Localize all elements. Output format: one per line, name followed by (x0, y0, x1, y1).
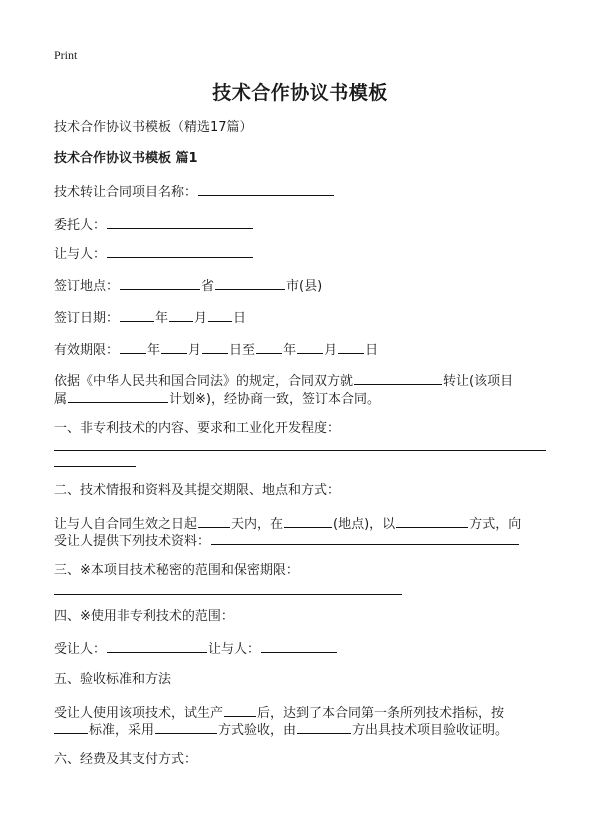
document-subtitle: 技术合作协议书模板（精选17篇） (54, 120, 253, 135)
clause1-fill-line-2 (54, 466, 136, 467)
month-label: 月 (194, 311, 208, 326)
year-blank (120, 308, 154, 322)
days-blank (198, 514, 230, 528)
issuer-blank (297, 720, 351, 734)
project-name-label: 技术转让合同项目名称： (54, 185, 198, 200)
basis-part3: 属 (54, 392, 68, 407)
materials-blank (211, 531, 519, 545)
c2-d: 方式，向 (469, 517, 522, 532)
transferor-blank (107, 244, 253, 258)
acceptance-method-blank (155, 720, 217, 734)
basis-plan-blank (68, 389, 168, 403)
vp-day1-blank (202, 340, 228, 354)
c4-a: 受让人： (54, 642, 107, 657)
basis-part2: 转让(该项目 (443, 374, 514, 389)
clause-1: 一、非专利技术的内容、要求和工业化开发程度： (54, 421, 341, 436)
c5-d: 方式验收，由 (218, 723, 297, 738)
vp-month1-label: 月 (188, 343, 202, 358)
c2-a: 让与人自合同生效之日起 (54, 517, 198, 532)
sign-date-label: 签订日期： (54, 311, 120, 326)
valid-period-line (54, 340, 378, 360)
clause-3: 三、※本项目技术秘密的范围和保密期限： (54, 563, 299, 578)
c2-b: 天内，在 (231, 517, 284, 532)
basis-part4: 计划※)，经协商一致，签订本合同。 (169, 392, 380, 407)
month-blank (169, 308, 193, 322)
c5-a: 受让人使用该项技术，试生产 (54, 706, 224, 721)
basis-line-1 (54, 371, 513, 391)
basis-part1: 依据《中华人民共和国合同法》的规定，合同双方就 (54, 374, 354, 389)
year-label: 年 (155, 311, 169, 326)
place-blank (284, 514, 332, 528)
document-title: 技术合作协议书模板 (212, 82, 388, 104)
c5-c: 标准，采用 (89, 723, 155, 738)
project-name-line (54, 182, 335, 202)
clause2-line-2 (54, 531, 520, 551)
c2-c: (地点)，以 (333, 517, 396, 532)
vp-year1-blank (120, 340, 146, 354)
method-blank (396, 514, 468, 528)
basis-line-2 (54, 389, 380, 409)
day-blank (208, 308, 232, 322)
basis-tech-blank (354, 371, 442, 385)
sign-date-line (54, 308, 246, 328)
client-label: 委托人： (54, 218, 107, 233)
c5-e: 方出具技术项目验收证明。 (352, 723, 509, 738)
vp-month2-label: 月 (324, 343, 338, 358)
province-label: 省 (201, 279, 215, 294)
c5-b: 后，达到了本合同第一条所列技术指标，按 (257, 706, 505, 721)
c2-e: 受让人提供下列技术资料： (54, 534, 211, 549)
vp-day2-label: 日 (365, 343, 379, 358)
province-blank (120, 276, 200, 290)
sign-place-label: 签订地点： (54, 279, 120, 294)
standard-blank (54, 720, 88, 734)
print-label[interactable]: Print (54, 48, 78, 62)
client-line (54, 215, 254, 235)
transferor-line (54, 244, 254, 264)
transferor-blank-2 (261, 639, 337, 653)
section-heading: 技术合作协议书模板 篇1 (54, 151, 198, 166)
vp-month1-blank (161, 340, 187, 354)
project-name-blank (198, 182, 334, 196)
c4-b: 让与人： (208, 642, 261, 657)
vp-year1-label: 年 (147, 343, 161, 358)
clause3-fill-line (54, 594, 402, 595)
clause-2: 二、技术情报和资料及其提交期限、地点和方式： (54, 483, 341, 498)
clause4-line (54, 639, 338, 659)
clause-5: 五、验收标准和方法 (54, 672, 172, 687)
day-label: 日 (233, 311, 247, 326)
valid-period-label: 有效期限： (54, 343, 120, 358)
sign-place-line (54, 276, 322, 296)
clause1-fill-line (54, 450, 546, 451)
vp-day-to-label: 日至 (229, 343, 256, 358)
clause-4: 四、※使用非专利技术的范围： (54, 609, 234, 624)
city-label: 市(县) (286, 279, 323, 294)
transferor-label: 让与人： (54, 247, 107, 262)
trial-blank (224, 703, 256, 717)
clause5-line-2 (54, 720, 508, 740)
client-blank (107, 215, 253, 229)
clause-6: 六、经费及其支付方式： (54, 752, 198, 767)
vp-month2-blank (297, 340, 323, 354)
vp-day2-blank (338, 340, 364, 354)
vp-year2-blank (256, 340, 282, 354)
transferee-blank (107, 639, 207, 653)
city-blank (215, 276, 285, 290)
vp-year2-label: 年 (283, 343, 297, 358)
